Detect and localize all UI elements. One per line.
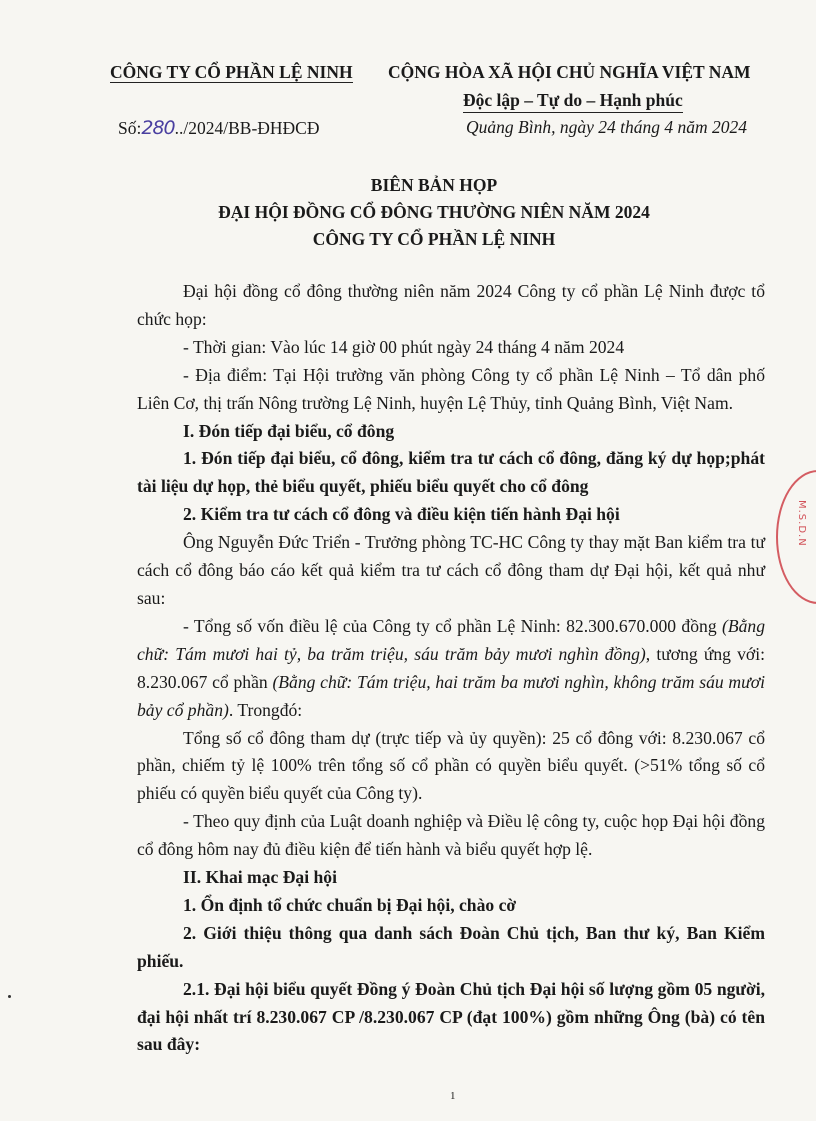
title-line-2: ĐẠI HỘI ĐỒNG CỔ ĐÔNG THƯỜNG NIÊN NĂM 2024 bbox=[218, 202, 650, 222]
title-line-1: BIÊN BẢN HỌP bbox=[370, 175, 498, 195]
section-heading-1: I. Đón tiếp đại biểu, cổ đông bbox=[183, 420, 395, 441]
title-line-3: CÔNG TY CỔ PHẦN LỆ NINH bbox=[312, 229, 556, 249]
document-body bbox=[137, 278, 765, 1059]
document-number: Số:280../2024/BB-ĐHĐCĐ bbox=[118, 117, 320, 139]
subsection-heading-2-1: 1. Ổn định tổ chức chuẩn bị Đại hội, chào cờ bbox=[183, 894, 517, 915]
section-heading-2: II. Khai mạc Đại hội bbox=[183, 867, 337, 888]
paragraph-validity: - Theo quy định của Luật doanh nghiệp và Điều lệ công ty, cuộc họp Đại hội đồng cổ đông hôm nay đủ điều kiện để tiến hành và biểu quyết hợp lệ. bbox=[137, 811, 765, 860]
page-number: 1 bbox=[450, 1090, 456, 1102]
scan-speck bbox=[8, 995, 11, 998]
subsection-heading-2-2: 2. Giới thiệu thông qua danh sách Đoàn Chủ tịch, Ban thư ký, Ban Kiểm phiếu. bbox=[137, 922, 765, 971]
seal-text: M.S.D.N bbox=[796, 500, 807, 547]
motto: Độc lập – Tự do – Hạnh phúc bbox=[463, 90, 683, 113]
place-date: Quảng Bình, ngày 24 tháng 4 năm 2024 bbox=[466, 117, 747, 137]
paragraph-location: - Địa điểm: Tại Hội trường văn phòng Công ty cổ phần Lệ Ninh – Tổ dân phố Liên Cơ, thị trấn Nông trường Lệ Ninh, huyện Lệ Thủy, tỉnh Quảng Bình, Việt Nam. bbox=[137, 364, 765, 413]
nation-header: CỘNG HÒA XÃ HỘI CHỦ NGHĨA VIỆT NAM bbox=[388, 62, 751, 82]
paragraph-capital: - Tổng số vốn điều lệ của Công ty cổ phần Lệ Ninh: 82.300.670.000 đồng (Bằng chữ: Tám mươi hai tỷ, ba trăm triệu, sáu trăm bảy mươi nghìn đồng), tương ứng với: 8.230.067 cổ phần (Bằng chữ: Tám triệu, hai trăm ba mươi nghìn, không trăm sáu mươi bảy cổ phần). Trongđó: bbox=[137, 615, 765, 720]
company-name-header: CÔNG TY CỔ PHẦN LỆ NINH bbox=[110, 62, 353, 82]
subsection-heading-1-1: 1. Đón tiếp đại biểu, cổ đông, kiểm tra tư cách cổ đông, đăng ký dự họp;phát tài liệu dự họp, thẻ biểu quyết, phiếu biểu quyết cho cổ đông bbox=[137, 448, 765, 497]
paragraph-intro: Đại hội đồng cổ đông thường niên năm 2024 Công ty cổ phần Lệ Ninh được tổ chức họp: bbox=[137, 281, 765, 329]
subsection-heading-1-2: 2. Kiểm tra tư cách cổ đông và điều kiện tiến hành Đại hội bbox=[183, 504, 620, 525]
handwritten-number: 280 bbox=[141, 117, 175, 139]
paragraph-attendance: Tổng số cổ đông tham dự (trực tiếp và ủy quyền): 25 cổ đông với: 8.230.067 cổ phần, chiếm tỷ lệ 100% trên tổng số cổ phần có quyền biểu quyết. (>51% tổng số cổ phiếu có quyền biểu quyết của Công ty). bbox=[137, 727, 765, 804]
subsection-heading-2-2-1: 2.1. Đại hội biểu quyết Đồng ý Đoàn Chủ tịch Đại hội số lượng gồm 05 người, đại hội nhất trí 8.230.067 CP /8.230.067 CP (đạt 100%) gồm những Ông (bà) có tên sau đây: bbox=[137, 978, 765, 1055]
paragraph-time: - Thời gian: Vào lúc 14 giờ 00 phút ngày 24 tháng 4 năm 2024 bbox=[183, 336, 625, 357]
paragraph-report: Ông Nguyễn Đức Triển - Trưởng phòng TC-HC Công ty thay mặt Ban kiểm tra tư cách cổ đông báo cáo kết quả kiểm tra tư cách cổ đông tham dự Đại hội, kết quả như sau: bbox=[137, 532, 765, 608]
